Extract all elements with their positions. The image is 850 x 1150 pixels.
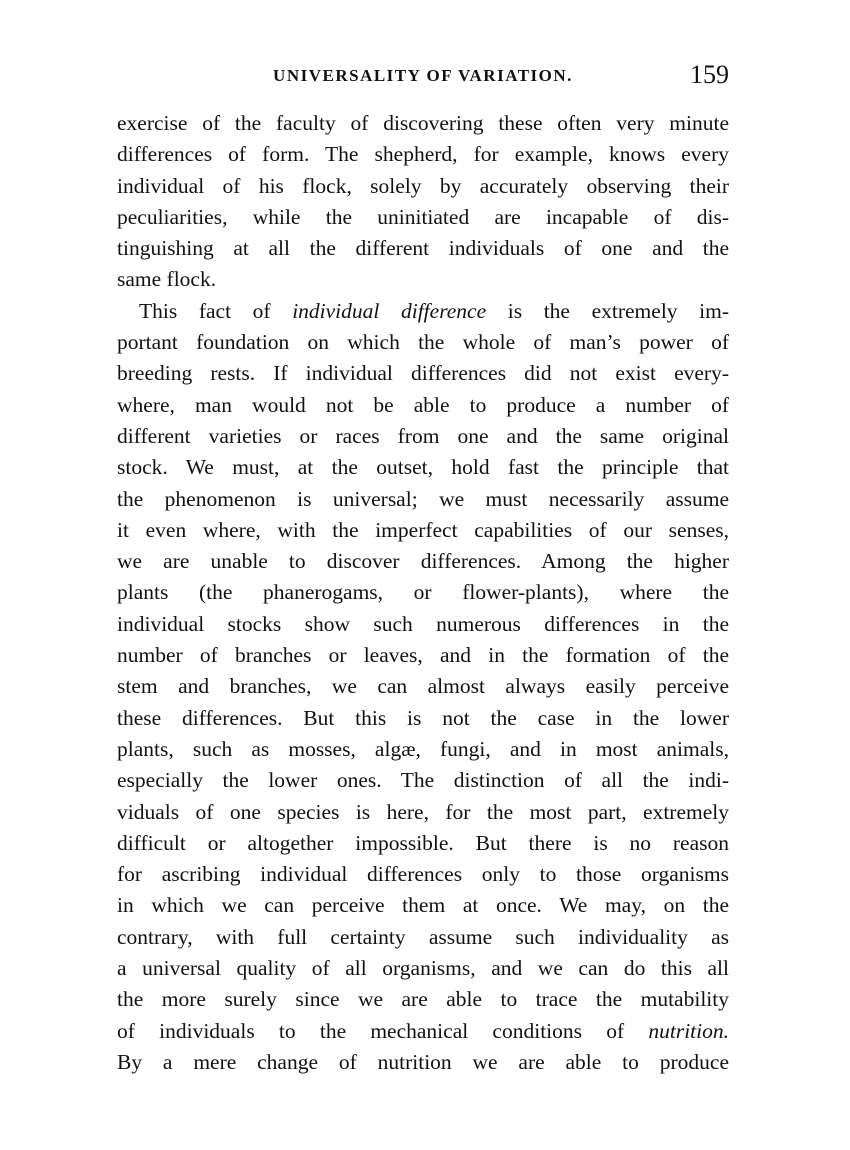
text-line: plants (the phanerogams, or flower-plants), where the	[117, 580, 729, 605]
text-line: the more surely since we are able to trace the mutability	[117, 987, 729, 1012]
body-text	[117, 108, 729, 1078]
text-line: in which we can perceive them at once. We may, on the	[117, 893, 729, 918]
page-number: 159	[690, 60, 729, 89]
text-line: viduals of one species is here, for the most part, extremely	[117, 799, 729, 824]
text-line: tinguishing at all the different individuals of one and the	[117, 236, 729, 261]
text-line: number of branches or leaves, and in the formation of the	[117, 643, 729, 668]
text-line: portant foundation on which the whole of man’s power of	[117, 330, 729, 355]
text-line: where, man would not be able to produce a number of	[117, 392, 729, 417]
text-line: difficult or altogether impossible. But there is no reason	[117, 830, 729, 855]
text-line: same flock.	[117, 267, 217, 292]
text-line: differences of form. The shepherd, for example, knows every	[117, 142, 729, 167]
text-line: breeding rests. If individual differences did not exist every-	[117, 361, 729, 386]
text-line: these differences. But this is not the case in the lower	[117, 705, 729, 730]
text-line: especially the lower ones. The distinction of all the indi-	[117, 768, 729, 793]
running-head	[117, 60, 729, 94]
text-line	[117, 296, 729, 327]
text-line	[117, 1016, 729, 1047]
text-line: we are unable to discover differences. Among the higher	[117, 549, 729, 574]
text-line: exercise of the faculty of discovering these often very minute	[117, 111, 729, 135]
text-line: plants, such as mosses, algæ, fungi, and in most animals,	[117, 736, 729, 761]
text-run: This fact of	[139, 298, 293, 323]
italic-run: nutrition.	[648, 1018, 729, 1043]
text-run: of individuals to the mechanical conditions of	[117, 1018, 649, 1043]
italic-run: individual difference	[292, 298, 487, 323]
text-line: stock. We must, at the outset, hold fast the principle that	[117, 455, 729, 480]
text-line: individual stocks show such numerous differences in the	[117, 611, 729, 636]
text-line: peculiarities, while the uninitiated are incapable of dis-	[117, 204, 729, 229]
text-line: for ascribing individual differences only to those organisms	[117, 862, 729, 887]
text-line: stem and branches, we can almost always easily perceive	[117, 674, 729, 699]
text-line: it even where, with the imperfect capabilities of our senses,	[117, 517, 729, 542]
running-title: UNIVERSALITY OF VARIATION.	[273, 66, 573, 85]
text-line: By a mere change of nutrition we are able to produce	[117, 1049, 729, 1074]
text-line: a universal quality of all organisms, and we can do this all	[117, 956, 729, 981]
text-line: individual of his flock, solely by accurately observing their	[117, 173, 729, 198]
text-line: the phenomenon is universal; we must necessarily assume	[117, 486, 729, 511]
text-line: different varieties or races from one and the same original	[117, 423, 729, 448]
text-line: contrary, with full certainty assume such individuality as	[117, 924, 729, 949]
text-run: is the extremely im-	[486, 298, 730, 323]
